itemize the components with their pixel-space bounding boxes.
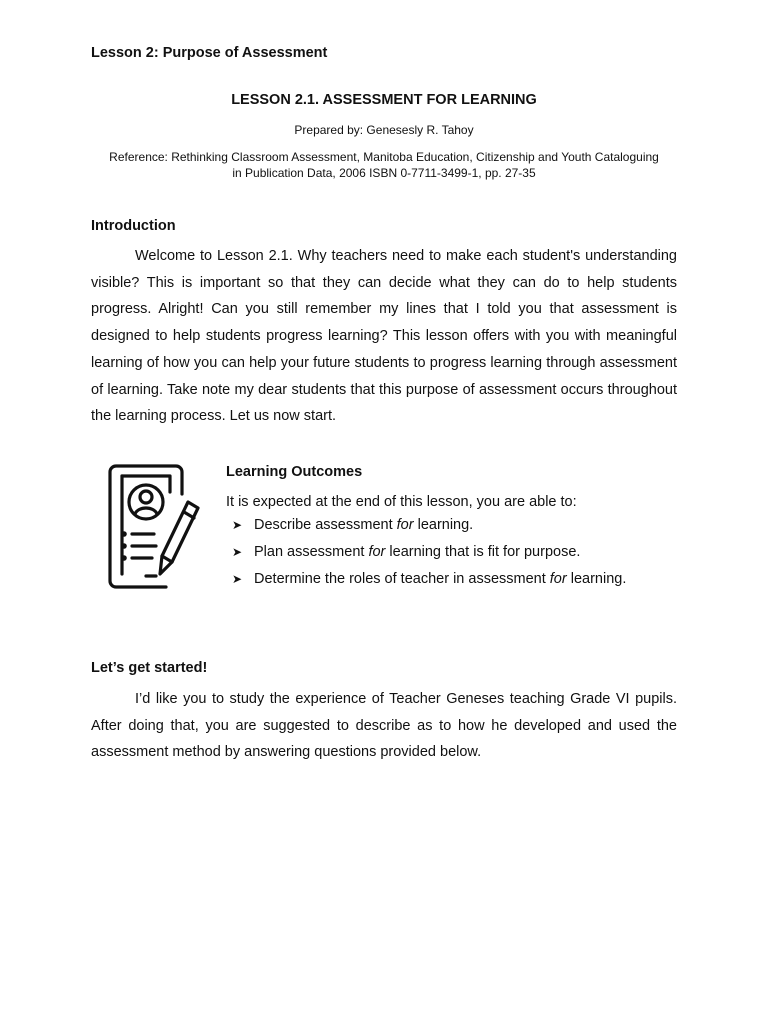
arrow-bullet-icon: ➤ (232, 518, 243, 532)
introduction-paragraph (91, 243, 677, 430)
outcome-text: learning. (566, 571, 627, 587)
prepared-by: Prepared by: Genesesly R. Tahoy (294, 123, 474, 137)
lesson-title: LESSON 2.1. ASSESSMENT FOR LEARNING (231, 92, 537, 108)
learning-outcomes (226, 462, 686, 593)
reference (91, 149, 677, 181)
outcome-text: Determine the roles of teacher in assessment (254, 571, 550, 587)
outcome-text: Describe assessment (254, 517, 397, 533)
outcome-text: Plan assessment (254, 544, 369, 560)
outcome-emphasis: for (549, 571, 567, 587)
outcome-emphasis: for (368, 544, 386, 560)
outcome-item (226, 512, 686, 539)
introduction-heading: Introduction (91, 218, 176, 234)
lets-get-started-text: I’d like you to study the experience of Teacher Geneses teaching Grade VI pupils. After doing that, you are suggested to describe as to how he developed and used the assessment method by answering questions provided below. (91, 691, 677, 761)
learning-outcomes-heading: Learning Outcomes (226, 464, 363, 480)
lets-get-started-heading: Let’s get started! (91, 660, 208, 676)
lets-get-started-paragraph (91, 686, 677, 766)
outcome-text: learning that is fit for purpose. (385, 544, 581, 560)
document-profile-pencil-icon (104, 462, 204, 598)
outcome-emphasis: for (396, 517, 414, 533)
learning-outcomes-list (226, 512, 686, 593)
outcome-text: learning. (413, 517, 474, 533)
learning-outcomes-lead: It is expected at the end of this lesson, you are able to: (226, 494, 577, 510)
introduction-text: Welcome to Lesson 2.1. Why teachers need to make each student's understanding visible? This is important so that they can decide what they can do to help students progress. Alright! Can you still remember my lines that I told you that assessment is designed to help students progress learning? This lesson offers with you with meaningful learning of how you can help your future students to progress learning through assessment of learning. Take note my dear students that this purpose of assessment occurs throughout the learning process. Let us now start. (91, 248, 677, 425)
reference-line-2: in Publication Data, 2006 ISBN 0-7711-3499-1, pp. 27-35 (232, 166, 536, 180)
lesson-heading: Lesson 2: Purpose of Assessment (91, 45, 328, 61)
outcome-item (226, 539, 686, 566)
arrow-bullet-icon: ➤ (232, 545, 243, 559)
arrow-bullet-icon: ➤ (232, 572, 243, 586)
outcome-item (226, 566, 686, 593)
reference-line-1: Reference: Rethinking Classroom Assessment, Manitoba Education, Citizenship and Youth Cataloguing (109, 150, 659, 164)
